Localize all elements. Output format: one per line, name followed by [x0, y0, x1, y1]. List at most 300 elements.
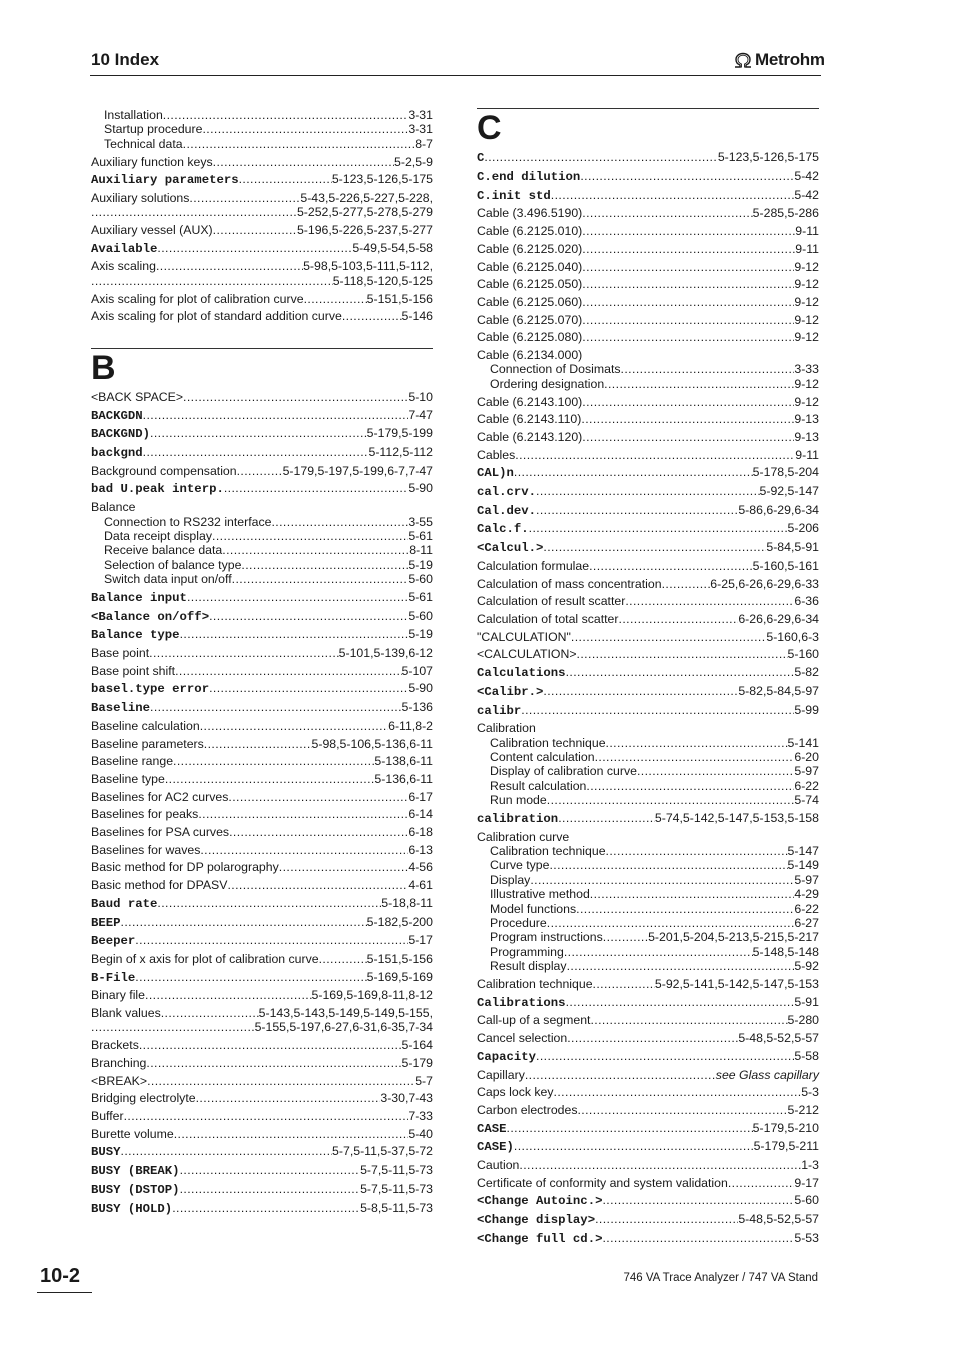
page-ref: 9-17 — [794, 1175, 819, 1190]
index-entry — [91, 590, 433, 605]
dot-leader — [602, 1231, 794, 1245]
entry-term: BACKGND) — [91, 427, 151, 442]
dot-leader — [582, 277, 794, 291]
page-ref: 5-7,5-11,5-73 — [360, 1181, 433, 1196]
index-subentry — [91, 137, 433, 151]
index-entry — [477, 665, 819, 680]
index-entry — [477, 630, 819, 644]
index-row — [477, 1103, 819, 1117]
entry-term: Certificate of conformity and system validation — [477, 1175, 728, 1190]
page-ref: 5-2,5-9 — [394, 154, 433, 169]
entry-term: Base point shift — [91, 663, 176, 678]
page-ref: 5-136,6-11 — [374, 771, 433, 786]
entry-term: bad U.peak interp. — [91, 482, 224, 497]
entry-term: C.end dilution — [477, 170, 581, 184]
page-ref: 6-22 — [794, 901, 819, 916]
index-entry — [91, 737, 433, 751]
index-entry — [477, 430, 819, 444]
index-subentry — [477, 902, 819, 916]
dot-leader — [232, 572, 409, 586]
entry-term: Technical data — [104, 136, 183, 151]
dot-leader — [549, 858, 787, 872]
index-entry — [91, 915, 433, 930]
page-ref: 1-3 — [801, 1158, 819, 1173]
dot-leader — [589, 559, 753, 573]
index-entry — [91, 426, 433, 441]
entry-term: basel.type error — [91, 682, 210, 697]
page-ref: 5-160 — [787, 647, 819, 662]
page-ref: see Glass capillary — [715, 1067, 819, 1082]
index-entry — [91, 309, 433, 323]
index-row — [490, 959, 819, 973]
entry-term: Baselines for peaks — [91, 807, 199, 822]
page-ref: 7-33 — [408, 1109, 433, 1123]
entry-term: <Balance on/off> — [91, 609, 210, 624]
entry-term: CAL)n — [477, 466, 514, 481]
index-row — [477, 1121, 819, 1136]
index-row — [91, 1201, 433, 1216]
entry-term: BUSY — [91, 1145, 121, 1160]
dot-leader — [174, 1127, 409, 1141]
dot-leader — [521, 703, 794, 717]
dot-leader — [150, 426, 367, 440]
page-ref: 5-107 — [401, 663, 433, 678]
index-entry — [477, 465, 819, 480]
index-entry — [91, 172, 433, 187]
index-row — [490, 844, 819, 858]
index-row — [477, 1068, 819, 1082]
page-ref: 5-58 — [794, 1048, 819, 1063]
index-entry — [91, 1056, 433, 1070]
dot-leader — [595, 1212, 738, 1226]
dot-leader — [187, 590, 408, 604]
entry-term: Beeper — [91, 934, 136, 949]
index-entry — [477, 1121, 819, 1136]
dot-leader — [637, 764, 794, 778]
page-ref: 5-285,5-286 — [752, 206, 819, 221]
index-row — [91, 737, 433, 751]
footer-rule — [37, 1292, 92, 1293]
index-subentry — [477, 916, 819, 930]
index-row — [91, 664, 433, 678]
page-ref: 5-19 — [408, 627, 433, 642]
entry-term: BUSY (DSTOP) — [91, 1182, 180, 1197]
index-row — [91, 1091, 433, 1105]
section-rule — [477, 108, 819, 109]
entry-term: Run mode — [490, 793, 547, 808]
dot-leader — [150, 700, 402, 714]
index-row — [91, 609, 433, 624]
entry-term: Cables — [477, 447, 516, 462]
index-entry — [477, 612, 819, 626]
entry-term: Background compensation — [91, 463, 237, 478]
index-row — [91, 1163, 433, 1178]
index-entry — [91, 988, 433, 1002]
dot-leader — [593, 977, 655, 991]
dot-leader — [157, 241, 352, 255]
page-ref: 5-206 — [787, 521, 819, 536]
index-row — [91, 445, 433, 460]
index-row — [477, 484, 819, 499]
index-row — [490, 793, 819, 807]
index-subentry — [91, 108, 433, 122]
entry-term: <Change Autoinc.> — [477, 1194, 603, 1209]
dot-leader — [507, 1121, 753, 1135]
dot-leader — [514, 1139, 754, 1153]
entry-term: Cable (6.2143.110) — [477, 412, 582, 427]
dot-leader — [212, 529, 408, 543]
entry-term: B-File — [91, 970, 136, 985]
page-ref: 5-61 — [408, 528, 433, 543]
dot-leader — [547, 916, 795, 930]
index-entry — [477, 277, 819, 291]
page-ref: 3-33 — [794, 362, 819, 377]
page-ref: 5-92 — [794, 959, 819, 974]
entry-term: Calc.f. — [477, 522, 529, 537]
entry-term: <Calcul.> — [477, 541, 544, 556]
entry-term: Baseline parameters — [91, 736, 204, 751]
entry-term: Receive balance data — [104, 543, 223, 558]
entry-term: Cable (6.2125.040) — [477, 259, 583, 274]
index-row — [490, 902, 819, 916]
index-row — [477, 150, 819, 165]
index-row — [477, 612, 819, 626]
index-row — [91, 825, 433, 839]
index-entry — [477, 448, 819, 462]
entry-term: Switch data input on/off — [104, 572, 232, 587]
entry-term: "CALCULATION" — [477, 629, 571, 644]
entry-term: Baud rate — [91, 896, 158, 911]
dot-leader — [582, 224, 795, 238]
dot-leader — [121, 1144, 333, 1158]
page-ref: 5-10 — [408, 389, 433, 404]
entry-term: Cable (6.2125.080) — [477, 330, 583, 345]
page-ref: 5-61 — [408, 589, 433, 604]
index-row — [91, 464, 433, 478]
dot-leader — [582, 330, 794, 344]
page-ref: 5-160,6-3 — [766, 629, 819, 644]
index-entry — [477, 1103, 819, 1117]
dot-leader — [580, 169, 794, 183]
index-entry — [91, 191, 433, 220]
index-entry — [91, 1074, 433, 1088]
index-row — [477, 811, 819, 826]
metrohm-logo — [733, 50, 825, 70]
index-entry — [477, 1139, 819, 1154]
index-subentry — [91, 515, 433, 529]
entry-term: Curve type — [490, 858, 550, 873]
dot-leader — [536, 484, 759, 498]
dot-leader — [135, 970, 366, 984]
index-row — [91, 1056, 433, 1070]
index-subentry — [477, 793, 819, 807]
index-subentry — [477, 858, 819, 872]
dot-leader — [161, 1006, 259, 1020]
page-ref: 5-179,5-199 — [366, 426, 433, 441]
index-entry — [91, 292, 433, 306]
entry-term: Calculation of result scatter — [477, 594, 626, 609]
page-ref: 5-82 — [794, 665, 819, 680]
index-row — [477, 277, 819, 291]
dot-leader — [183, 390, 408, 404]
index-entry — [91, 664, 433, 678]
entry-term: Cable (6.2143.120) — [477, 429, 583, 444]
index-entry — [477, 521, 819, 536]
index-row — [477, 1013, 819, 1027]
page-ref: 6-18 — [408, 825, 433, 840]
index-entry — [477, 647, 819, 661]
index-entry — [477, 412, 819, 426]
entry-term: Auxiliary function keys — [91, 154, 213, 169]
index-row — [91, 309, 433, 323]
page-ref: 7-47 — [408, 407, 433, 422]
index-subentry — [477, 750, 819, 764]
page-ref: 9-12 — [794, 330, 819, 345]
page-ref: 5-82,5-84,5-97 — [738, 683, 819, 698]
dot-leader — [143, 445, 369, 459]
index-entry — [91, 790, 433, 804]
dot-leader — [209, 609, 408, 623]
page-ref: 5-151,5-156 — [366, 951, 433, 966]
index-entry — [91, 1182, 433, 1197]
page-ref: 5-49,5-54,5-58 — [352, 240, 433, 255]
page-ref: 4-56 — [408, 860, 433, 875]
page-ref: 6-13 — [408, 842, 433, 857]
index-entry — [477, 484, 819, 499]
entry-term: Calibrations — [477, 995, 566, 1010]
entry-term: Balance — [91, 500, 136, 515]
dot-leader — [213, 223, 297, 237]
dot-leader — [228, 790, 408, 804]
index-subentry — [477, 844, 819, 858]
index-row — [490, 887, 819, 901]
page-ref: 9-11 — [795, 447, 819, 462]
dot-leader — [577, 1103, 787, 1117]
dot-leader — [558, 811, 655, 825]
page-ref: 4-29 — [794, 887, 819, 902]
entry-term: cal.crv. — [477, 485, 537, 500]
page-ref: 5-252,5-277,5-278,5-279 — [296, 205, 433, 220]
dot-leader — [189, 191, 300, 205]
index-subentry — [91, 558, 433, 572]
page-ref: 5-136 — [401, 700, 433, 715]
dot-leader — [147, 1074, 415, 1088]
entry-term: Ordering designation — [490, 376, 605, 391]
dot-leader — [237, 464, 283, 478]
dot-leader — [582, 295, 794, 309]
dot-leader — [514, 465, 753, 479]
page-ref: 5-86,6-29,6-34 — [738, 502, 819, 517]
entry-term: Cable (6.2125.070) — [477, 312, 583, 327]
index-row — [477, 295, 819, 309]
entry-term: BACKGDN — [91, 408, 143, 423]
page-ref: 5-48,5-52,5-57 — [738, 1031, 819, 1046]
dot-leader — [175, 664, 401, 678]
section-letter: C — [477, 109, 502, 147]
entry-term: Baseline type — [91, 771, 165, 786]
index-row — [477, 559, 819, 573]
entry-term: Calculation formulae — [477, 558, 590, 573]
page-ref: 5-48,5-52,5-57 — [738, 1212, 819, 1227]
page-ref: 5-179,5-197,5-199,6-7,7-47 — [282, 463, 433, 478]
page-ref: 5-164 — [401, 1038, 433, 1053]
dot-leader — [662, 577, 711, 591]
index-column-right — [477, 108, 819, 1246]
logo-text: Metrohm — [755, 50, 825, 69]
entry-term: <Calibr.> — [477, 684, 544, 699]
index-entry — [91, 408, 433, 423]
page-ref: 5-101,5-139,6-12 — [338, 646, 433, 661]
page-ref: 5-147 — [787, 844, 819, 859]
entry-term: Auxiliary solutions — [91, 190, 190, 205]
index-entry — [91, 464, 433, 478]
page-ref: 9-12 — [794, 312, 819, 327]
index-entry — [91, 1144, 433, 1159]
entry-term: Calibration technique — [490, 844, 606, 859]
index-row — [91, 172, 433, 187]
index-entry — [477, 1085, 819, 1099]
entry-term: Connection to RS232 interface — [104, 514, 272, 529]
section-gap — [91, 324, 433, 348]
page-ref: 5-182,5-200 — [366, 914, 433, 929]
dot-leader — [567, 959, 795, 973]
page-ref: 6-14 — [408, 807, 433, 822]
index-row — [91, 241, 433, 256]
index-row — [477, 1139, 819, 1154]
entry-term: <BREAK> — [91, 1073, 148, 1088]
page-ref: 6-26,6-29,6-34 — [738, 611, 819, 626]
index-entry — [91, 681, 433, 696]
page-ref: 9-12 — [794, 376, 819, 391]
footer-product: 746 VA Trace Analyzer / 747 VA Stand — [623, 1272, 818, 1284]
index-row — [91, 223, 433, 237]
page-ref: 3-31 — [408, 108, 433, 122]
index-row — [490, 377, 819, 391]
index-entry — [91, 241, 433, 256]
index-row — [477, 540, 819, 555]
page-ref: 5-8,5-11,5-73 — [360, 1200, 433, 1215]
dot-leader — [271, 515, 408, 529]
entry-term: <Change full cd.> — [477, 1231, 603, 1246]
index-row — [104, 122, 433, 136]
page-ref: 4-61 — [408, 878, 433, 893]
entry-term: CASE) — [477, 1140, 514, 1155]
dot-leader — [183, 137, 416, 151]
page-ref: 9-12 — [794, 294, 819, 309]
entry-term: Calculations — [477, 666, 566, 681]
index-entry — [477, 260, 819, 274]
index-row — [91, 390, 433, 404]
entry-term: Result display — [490, 959, 567, 974]
page-ref: 6-36 — [794, 594, 819, 609]
entry-term: Cable (6.2125.060) — [477, 294, 583, 309]
index-subentry — [477, 945, 819, 959]
index-row — [477, 465, 819, 480]
entry-term: Procedure — [490, 916, 547, 931]
entry-term: <Change display> — [477, 1213, 596, 1228]
index-entry — [91, 223, 433, 237]
index-subentry — [477, 959, 819, 973]
page-ref: 6-27 — [794, 916, 819, 931]
dot-leader — [619, 612, 739, 626]
index-entry — [91, 1091, 433, 1105]
index-subentry — [477, 930, 819, 944]
dot-leader — [180, 1163, 361, 1177]
index-subentry — [477, 377, 819, 391]
entry-term: Cancel selection — [477, 1031, 568, 1046]
entry-term: Auxiliary vessel (AUX) — [91, 223, 213, 238]
index-row — [91, 719, 433, 733]
page-ref: 5-201,5-204,5-213,5-215,5-217 — [648, 930, 819, 945]
index-row — [477, 412, 819, 426]
index-entry — [477, 811, 819, 826]
section-rule — [91, 348, 433, 349]
page-ref: 5-151,5-156 — [366, 291, 433, 306]
page-ref: 8-7 — [415, 136, 433, 151]
dot-leader — [213, 155, 394, 169]
index-entry — [91, 700, 433, 715]
page-ref: 5-179,5-211 — [753, 1139, 819, 1154]
index-entry — [477, 313, 819, 327]
page-ref: 6-17 — [408, 789, 433, 804]
index-row — [477, 503, 819, 518]
entry-term: Branching — [91, 1055, 147, 1070]
entry-term: Baselines for PSA curves — [91, 825, 230, 840]
entry-term: Cable (6.2125.050) — [477, 277, 583, 292]
dot-leader — [728, 1176, 795, 1190]
index-row — [91, 681, 433, 696]
entry-term: Baselines for AC2 curves — [91, 789, 229, 804]
index-row — [91, 843, 433, 857]
dot-leader — [163, 108, 409, 122]
dot-leader — [224, 481, 409, 495]
index-entry — [477, 1068, 819, 1082]
index-row — [91, 292, 433, 306]
dot-leader — [602, 1193, 794, 1207]
index-entry — [477, 1049, 819, 1064]
dot-leader — [180, 627, 409, 641]
page-ref: 5-98,5-103,5-111,5-112, — [303, 259, 433, 274]
index-entry — [91, 481, 433, 496]
page-ref: 5-60 — [794, 1193, 819, 1208]
index-entry — [477, 188, 819, 203]
dot-leader — [304, 292, 367, 306]
entry-term: calibration — [477, 811, 559, 826]
dot-leader — [239, 172, 332, 186]
index-entry — [477, 169, 819, 184]
page-ref: 5-74,5-142,5-147,5-153,5-158 — [654, 810, 819, 825]
page-ref: 5-141 — [787, 735, 819, 750]
index-entry — [91, 445, 433, 460]
index-row — [91, 772, 433, 786]
index-entry — [91, 1201, 433, 1216]
page-ref: 9-13 — [794, 412, 819, 427]
index-entry — [91, 807, 433, 821]
index-entry — [91, 155, 433, 169]
page-ref: 6-20 — [794, 750, 819, 765]
index-row-continued — [91, 205, 433, 219]
index-subentry — [477, 779, 819, 793]
index-entry — [91, 896, 433, 911]
index-subentry — [477, 873, 819, 887]
index-entry — [477, 1212, 819, 1227]
entry-term: Content calculation — [490, 750, 595, 765]
page-ref: 5-92,5-147 — [759, 484, 819, 499]
dot-leader — [604, 377, 794, 391]
entry-term: Axis scaling for plot of calibration curve — [91, 291, 304, 306]
index-row — [477, 521, 819, 536]
index-row — [91, 1127, 433, 1141]
